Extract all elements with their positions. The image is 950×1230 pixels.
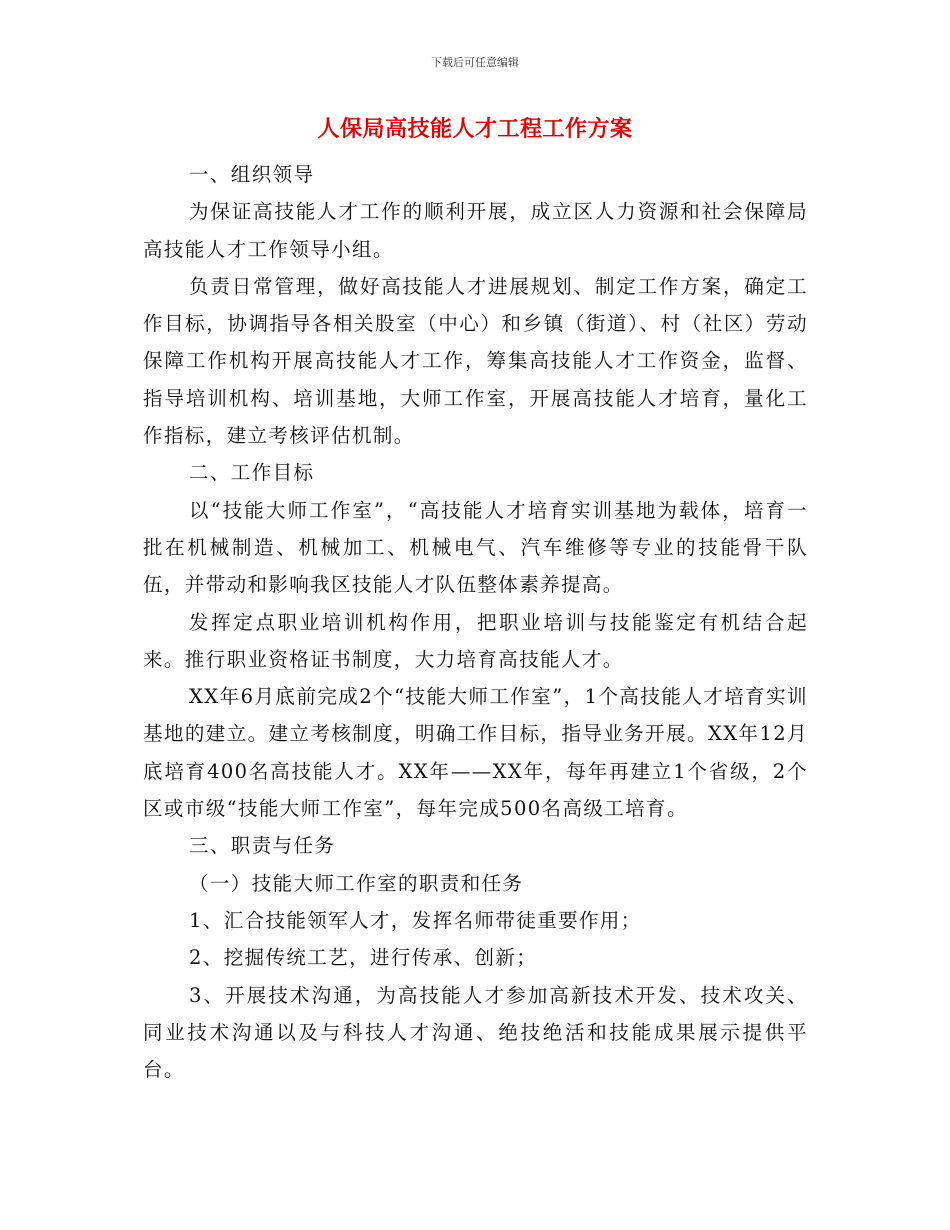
paragraph: 发挥定点职业培训机构作用，把职业培训与技能鉴定有机结合起来。推行职业资格证书制度，大力培育高技能人才。: [143, 610, 808, 671]
document-title: 人保局高技能人才工程工作方案: [317, 116, 633, 142]
list-item: 1、汇合技能领军人才，发挥名师带徒重要作用；: [189, 908, 642, 932]
document-body: [143, 156, 808, 1088]
paragraph: XX年6月底前完成2个“技能大师工作室”，1个高技能人才培育实训基地的建立。建立考核制度，明确工作目标，指导业务开展。XX年12月底培育400名高技能人才。XX年——XX年，每年再建立1个省级，2个区或市级“技能大师工作室”，每年完成500名高级工培育。: [143, 685, 808, 821]
paragraph: 为保证高技能人才工作的顺利开展，成立区人力资源和社会保障局高技能人才工作领导小组。: [143, 200, 808, 261]
section-heading-goals: 二、工作目标: [189, 461, 315, 485]
subsection-heading: （一）技能大师工作室的职责和任务: [189, 871, 524, 895]
header-note: 下载后可任意编辑: [431, 56, 519, 69]
list-item: 2、挖掘传统工艺，进行传承、创新；: [189, 946, 538, 970]
paragraph: 以“技能大师工作室”，“高技能人才培育实训基地为载体，培育一批在机械制造、机械加工、机械电气、汽车维修等专业的技能骨干队伍，并带动和影响我区技能人才队伍整体素养提高。: [143, 498, 808, 597]
list-item: 3、开展技术沟通，为高技能人才参加高新技术开发、技术攻关、同业技术沟通以及与科技人才沟通、绝技绝活和技能成果展示提供平台。: [143, 983, 808, 1082]
section-heading-organization: 一、组织领导: [189, 163, 315, 186]
paragraph: 负责日常管理，做好高技能人才进展规划、制定工作方案，确定工作目标，协调指导各相关股室（中心）和乡镇（街道）、村（社区）劳动保障工作机构开展高技能人才工作，筹集高技能人才工作资金，监督、指导培训机构、培训基地，大师工作室，开展高技能人才培育，量化工作指标，建立考核评估机制。: [143, 274, 808, 448]
section-heading-duties: 三、职责与任务: [189, 834, 336, 858]
